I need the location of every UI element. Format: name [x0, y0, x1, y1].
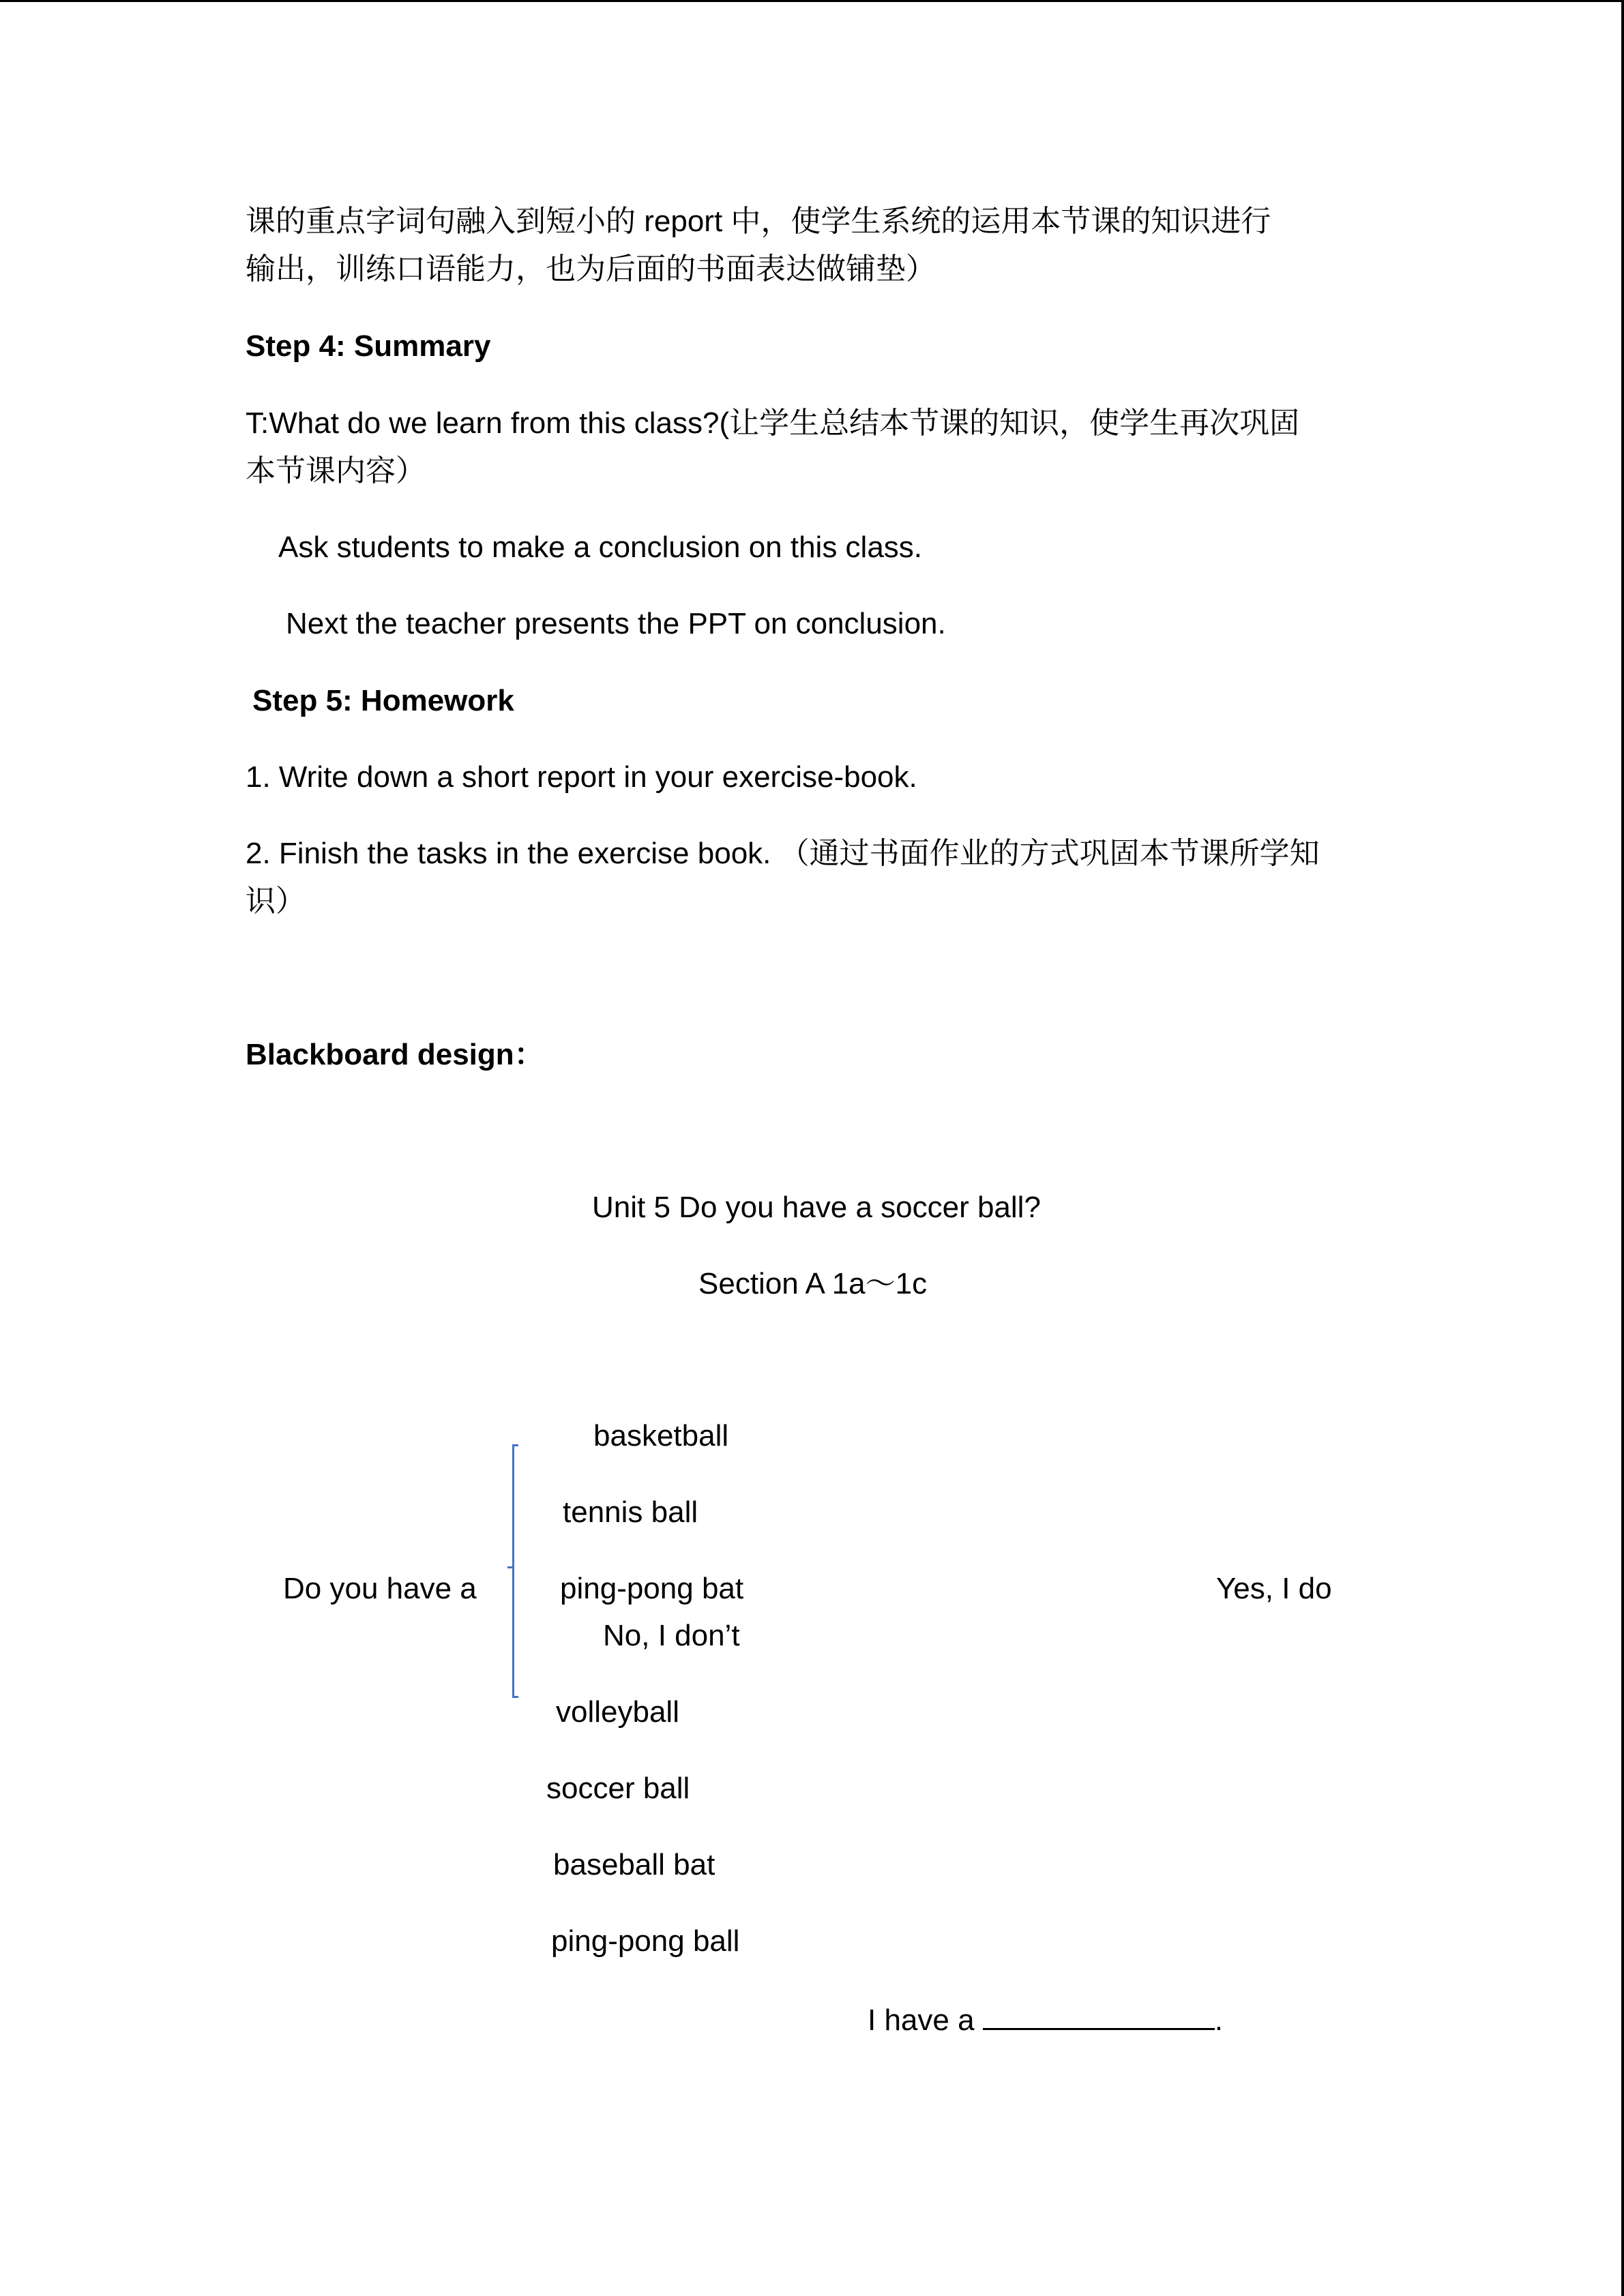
homework-item-1: 1. Write down a short report in your exercise-book. [246, 760, 917, 794]
page-border-right [1621, 0, 1624, 2296]
step4-question-line-2: 本节课内容） [246, 454, 426, 488]
blackboard-item-basketball: basketball [593, 1419, 729, 1452]
blackboard-i-have-line [868, 1994, 1223, 2044]
blackboard-item-ping-pong-bat: ping-pong bat [560, 1572, 744, 1605]
blackboard-item-tennis-ball: tennis ball [563, 1495, 698, 1529]
blackboard-heading: Blackboard design： [246, 1038, 544, 1071]
item-bracket-tip [507, 1566, 514, 1568]
step4-ask-line: Ask students to make a conclusion on this class. [278, 531, 923, 564]
blackboard-answer-no: No, I don’t [603, 1619, 740, 1652]
blackboard-title: Unit 5 Do you have a soccer ball? [592, 1191, 1041, 1224]
step4-next-line: Next the teacher presents the PPT on conclusion. [286, 607, 946, 640]
step5-heading: Step 5: Homework [252, 684, 514, 717]
step4-question-line-1: T:What do we learn from this class?(让学生总结本节课的知识，使学生再次巩固 [246, 406, 1300, 440]
item-bracket [512, 1444, 518, 1698]
continuation-line-2: 输出，训练口语能力，也为后面的书面表达做铺垫） [246, 252, 936, 286]
blackboard-question: Do you have a [283, 1572, 477, 1605]
blackboard-item-ping-pong-ball: ping-pong ball [551, 1924, 740, 1958]
blackboard-item-baseball-bat: baseball bat [553, 1848, 715, 1881]
blackboard-section: Section A 1a～1c [698, 1267, 928, 1300]
fill-in-blank [983, 1994, 1215, 2030]
blackboard-item-volleyball: volleyball [556, 1695, 679, 1729]
blackboard-answer-yes: Yes, I do [1216, 1572, 1332, 1605]
i-have-suffix: . [1214, 2003, 1224, 2037]
continuation-line-1: 课的重点字词句融入到短小的 report 中，使学生系统的运用本节课的知识进行 [246, 205, 1271, 238]
step4-heading: Step 4: Summary [246, 329, 491, 363]
i-have-prefix: I have a [868, 2003, 975, 2037]
blackboard-item-soccer-ball: soccer ball [546, 1772, 690, 1805]
homework-item-2-line-2: 识） [246, 884, 306, 918]
page-border-top [0, 0, 1624, 2]
homework-item-2-line-1: 2. Finish the tasks in the exercise book. （通过书面作业的方式巩固本节课所学知 [246, 837, 1320, 870]
